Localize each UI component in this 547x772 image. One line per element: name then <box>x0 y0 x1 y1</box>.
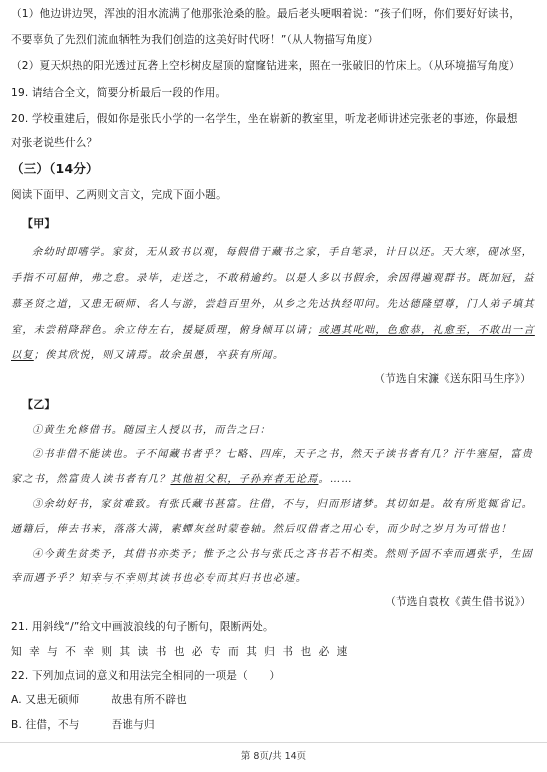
passage-yi-line: ①黄生允修借书。随园主人授以书，而告之曰： <box>32 425 272 436</box>
question-22: 22. 下列加点词的意义和用法完全相同的一项是（ ） <box>11 670 281 682</box>
option-b-text: B. 往借，不与 <box>11 719 80 731</box>
passage-yi-label: 【乙】 <box>22 398 56 411</box>
option-a <box>11 692 538 707</box>
option-a-text: A. 又患无硕师 <box>11 694 80 706</box>
passage-jia-label: 【甲】 <box>22 217 56 230</box>
passage-jia-source: （节选自宋濂《送东阳马生序》） <box>374 373 531 385</box>
passage-yi-line <box>11 470 538 485</box>
question-20-line-1: 20. 学校重建后，假如你是张氏小学的一名学生，坐在崭新的教室里，听龙老师讲述完张老的事迹，你最想 <box>11 113 518 125</box>
passage-jia-text: 室，未尝稍降辞色。余立侍左右，援疑质理，俯身倾耳以请； <box>11 325 319 336</box>
passage-yi-text: 幸而遇予乎？ <box>11 573 80 584</box>
question-20-line-2: 对张老说些什么？ <box>11 137 98 149</box>
underlined-sentence: 或遇其叱咄，色愈恭，礼愈至，不敢出一言 <box>318 325 535 336</box>
passage-jia-line <box>11 346 538 361</box>
q18-line-3: （2）夏天炽热的阳光透过瓦砻上空杉树皮屋顶的窟窿钻进来，照在一张破旧的竹床上。（从环境描写角度） <box>11 60 520 72</box>
passage-yi-text: 。 <box>295 573 308 584</box>
passage-yi-line <box>11 569 538 584</box>
passage-yi-source: （节选自袁枚《黄生借书说》） <box>385 596 531 608</box>
passage-yi-line: 通籍后，俸去书来，落落大满，素蟫灰丝时蒙卷轴。然后叹借者之用心专，而少时之岁月为可惜也！ <box>11 524 513 535</box>
section-heading: （三）（14分） <box>11 161 99 176</box>
option-a-compare: 故患有所不辟也 <box>111 694 187 706</box>
passage-jia-line: 手指不可屈伸，弗之怠。录毕，走送之，不敢稍逾约。以是人多以书假余，余因得遍观群书。既加冠，益 <box>11 273 535 284</box>
passage-yi-line: ②书非借不能读也。子不闻藏书者乎？七略、四库，天子之书，然天子读书者有几？汗牛塞屋，富贵 <box>32 449 534 460</box>
question-19: 19. 请结合全文，简要分析最后一段的作用。 <box>11 87 227 99</box>
page-divider <box>0 742 547 743</box>
question-21: 21. 用斜线“/”给文中画波浪线的句子断句，限断两处。 <box>11 621 274 633</box>
question-21-sentence: 知幸与不幸则其读书也必专而其归书也必速 <box>11 646 355 658</box>
passage-yi-line: ③余幼好书，家贫难致。有张氏藏书甚富。往借，不与，归而形诸梦。其切如是。故有所览辄省记。 <box>32 499 534 510</box>
passage-yi-line: ④今黄生贫类予，其借书亦类予；惟予之公书与张氏之吝书若不相类。然则予固不幸而遇张乎，生固 <box>32 549 534 560</box>
reading-instruction: 阅读下面甲、乙两则文言文，完成下面小题。 <box>11 189 227 201</box>
page-footer: 第 8页/共 14页 <box>240 751 307 762</box>
passage-jia-text: ；俟其欣悦，则又请焉。故余虽愚，卒获有所闻。 <box>33 350 285 361</box>
q18-line-1: （1）他边讲边哭，浑浊的泪水流满了他那张沧桑的脸。最后老头哽咽着说：“孩子们呀，你们要好好读书， <box>11 8 521 20</box>
passage-jia-line <box>11 321 538 336</box>
option-b-compare: 吾谁与归 <box>111 719 155 731</box>
wavy-underlined-sentence: 知幸与不幸则其读书也必专而其归书也必速 <box>79 573 296 584</box>
passage-jia-line: 余幼时即嗜学。家贫，无从致书以观，每假借于藏书之家，手自笔录，计日以还。天大寒，砚冰坚， <box>32 247 534 258</box>
q18-line-2: 不要辜负了先烈们流血牺牲为我们创造的这美好时代呀！”（从人物描写角度） <box>11 34 379 46</box>
option-b <box>11 717 538 732</box>
underlined-sentence-end: 以复 <box>11 350 34 361</box>
passage-yi-text: 家之书，然富贵人读书者有几？ <box>11 474 171 485</box>
underlined-sentence: 其他祖父积，子孙弃者无论焉 <box>170 474 319 485</box>
passage-jia-line: 慕圣贤之道，又患无硕师、名人与游，尝趋百里外，从乡之先达执经叩问。先达德隆望尊，门人弟子填其 <box>11 299 535 310</box>
passage-yi-text: 。…… <box>318 474 353 485</box>
